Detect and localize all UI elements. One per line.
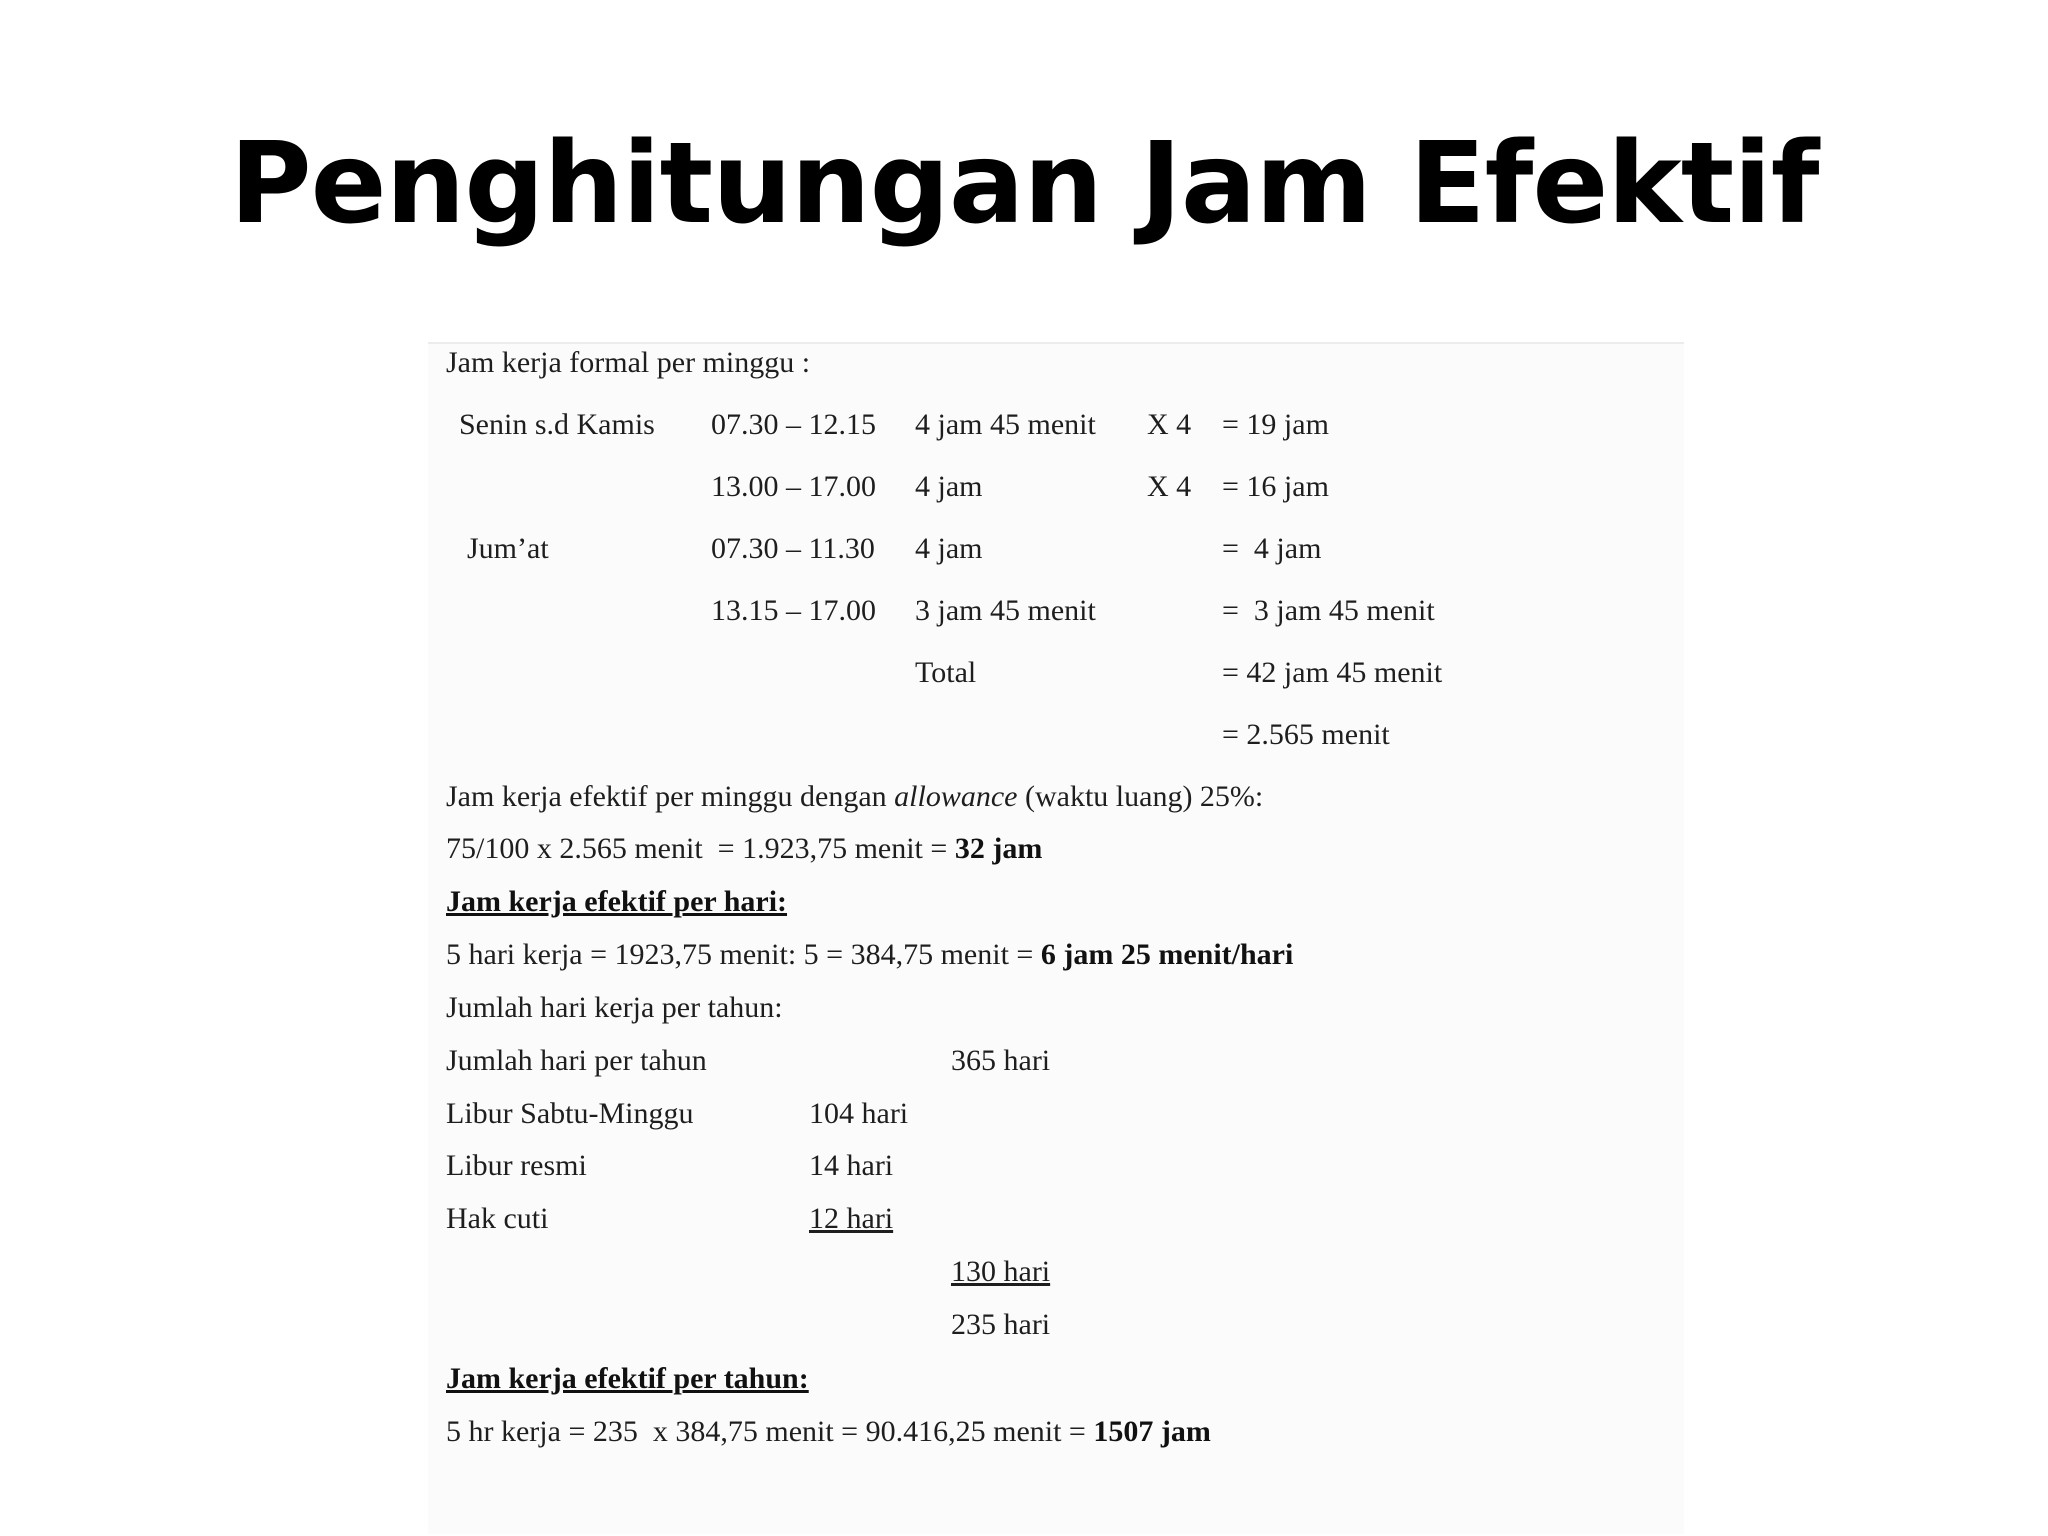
row3-day: Jum’at — [467, 532, 549, 565]
total-minutes: = 2.565 menit — [1222, 718, 1390, 751]
holiday-weekend-label: Libur Sabtu-Minggu — [446, 1097, 694, 1130]
effective-week-suffix: (waktu luang) 25%: — [1017, 780, 1264, 813]
effective-year-result: 1507 jam — [1093, 1415, 1211, 1448]
row1-time: 07.30 – 12.15 — [711, 408, 876, 441]
row2-result: = 16 jam — [1222, 470, 1329, 503]
leave-value: 12 hari — [809, 1202, 894, 1235]
total-label: Total — [915, 656, 977, 689]
effective-week-result: 32 jam — [954, 832, 1043, 865]
row3-result: = 4 jam — [1222, 532, 1322, 565]
effective-day-result: 6 jam 25 menit/hari — [1040, 938, 1294, 971]
row1-duration: 4 jam 45 menit — [915, 408, 1096, 441]
row1-result: = 19 jam — [1222, 408, 1329, 441]
days-per-year-label: Jumlah hari per tahun — [446, 1044, 707, 1077]
total-value: = 42 jam 45 menit — [1222, 656, 1443, 689]
effective-year-calc-text: 5 hr kerja = 235 x 384,75 menit = 90.416,25 menit = — [446, 1415, 1094, 1448]
row4-result: = 3 jam 45 menit — [1222, 594, 1435, 627]
effective-week-calc-text: 75/100 x 2.565 menit = 1.923,75 menit = — [446, 832, 955, 865]
holiday-official-label: Libur resmi — [446, 1149, 587, 1182]
effective-year-heading: Jam kerja efektif per tahun: — [446, 1362, 809, 1395]
row1-day: Senin s.d Kamis — [459, 408, 655, 441]
row2-mult: X 4 — [1147, 470, 1192, 503]
leave-label: Hak cuti — [446, 1202, 549, 1235]
holidays-subtotal: 130 hari — [951, 1255, 1051, 1288]
row3-duration: 4 jam — [915, 532, 983, 565]
row2-time: 13.00 – 17.00 — [711, 470, 876, 503]
weekly-formal-heading: Jam kerja formal per minggu : — [446, 346, 811, 379]
row4-time: 13.15 – 17.00 — [711, 594, 876, 627]
row3-time: 07.30 – 11.30 — [711, 532, 875, 565]
workdays-result: 235 hari — [951, 1308, 1051, 1341]
workdays-heading: Jumlah hari kerja per tahun: — [446, 991, 783, 1024]
effective-week-calc — [446, 834, 1042, 864]
row2-duration: 4 jam — [915, 470, 983, 503]
effective-year-calc — [446, 1417, 1211, 1447]
effective-week-prefix: Jam kerja efektif per minggu dengan — [446, 780, 895, 813]
allowance-term: allowance — [894, 780, 1018, 813]
effective-day-calc-text: 5 hari kerja = 1923,75 menit: 5 = 384,75 menit = — [446, 938, 1041, 971]
row1-mult: X 4 — [1147, 408, 1192, 441]
effective-day-calc — [446, 940, 1293, 970]
holiday-weekend-value: 104 hari — [809, 1097, 909, 1130]
effective-day-heading: Jam kerja efektif per hari: — [446, 885, 788, 918]
effective-week-line — [446, 782, 1263, 812]
row4-duration: 3 jam 45 menit — [915, 594, 1096, 627]
slide-title: Penghitungan Jam Efektif — [229, 119, 1819, 249]
days-per-year-value: 365 hari — [951, 1044, 1051, 1077]
holiday-official-value: 14 hari — [809, 1149, 894, 1182]
